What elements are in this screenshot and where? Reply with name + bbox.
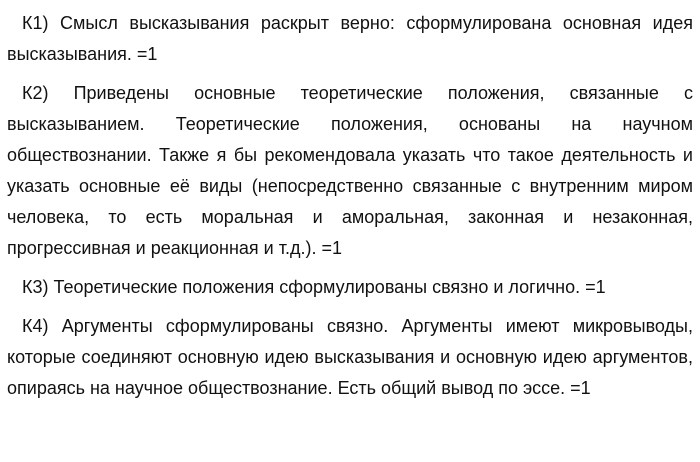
criterion-k1-paragraph: К1) Смысл высказывания раскрыт верно: сформулирована основная идея высказывания. =1 <box>7 13 693 64</box>
criterion-k2-paragraph: К2) Приведены основные теоретические положения, связанные с высказыванием. Теоретические положения, основаны на научном обществознании. Также я бы рекомендовала указать что такое деятельность и указать основные её виды (непосредственно связанные с внутренним миром человека, то есть моральная и аморальная, законная и незаконная, прогрессивная и реакционная и т.д.). =1 <box>7 83 693 258</box>
criterion-k4-paragraph: К4) Аргументы сформулированы связно. Аргументы имеют микровыводы, которые соединяют основную идею высказывания и основную идею аргументов, опираясь на научное обществознание. Есть общий вывод по эссе. =1 <box>7 316 693 398</box>
criterion-k3-paragraph: К3) Теоретические положения сформулированы связно и логично. =1 <box>22 277 606 297</box>
